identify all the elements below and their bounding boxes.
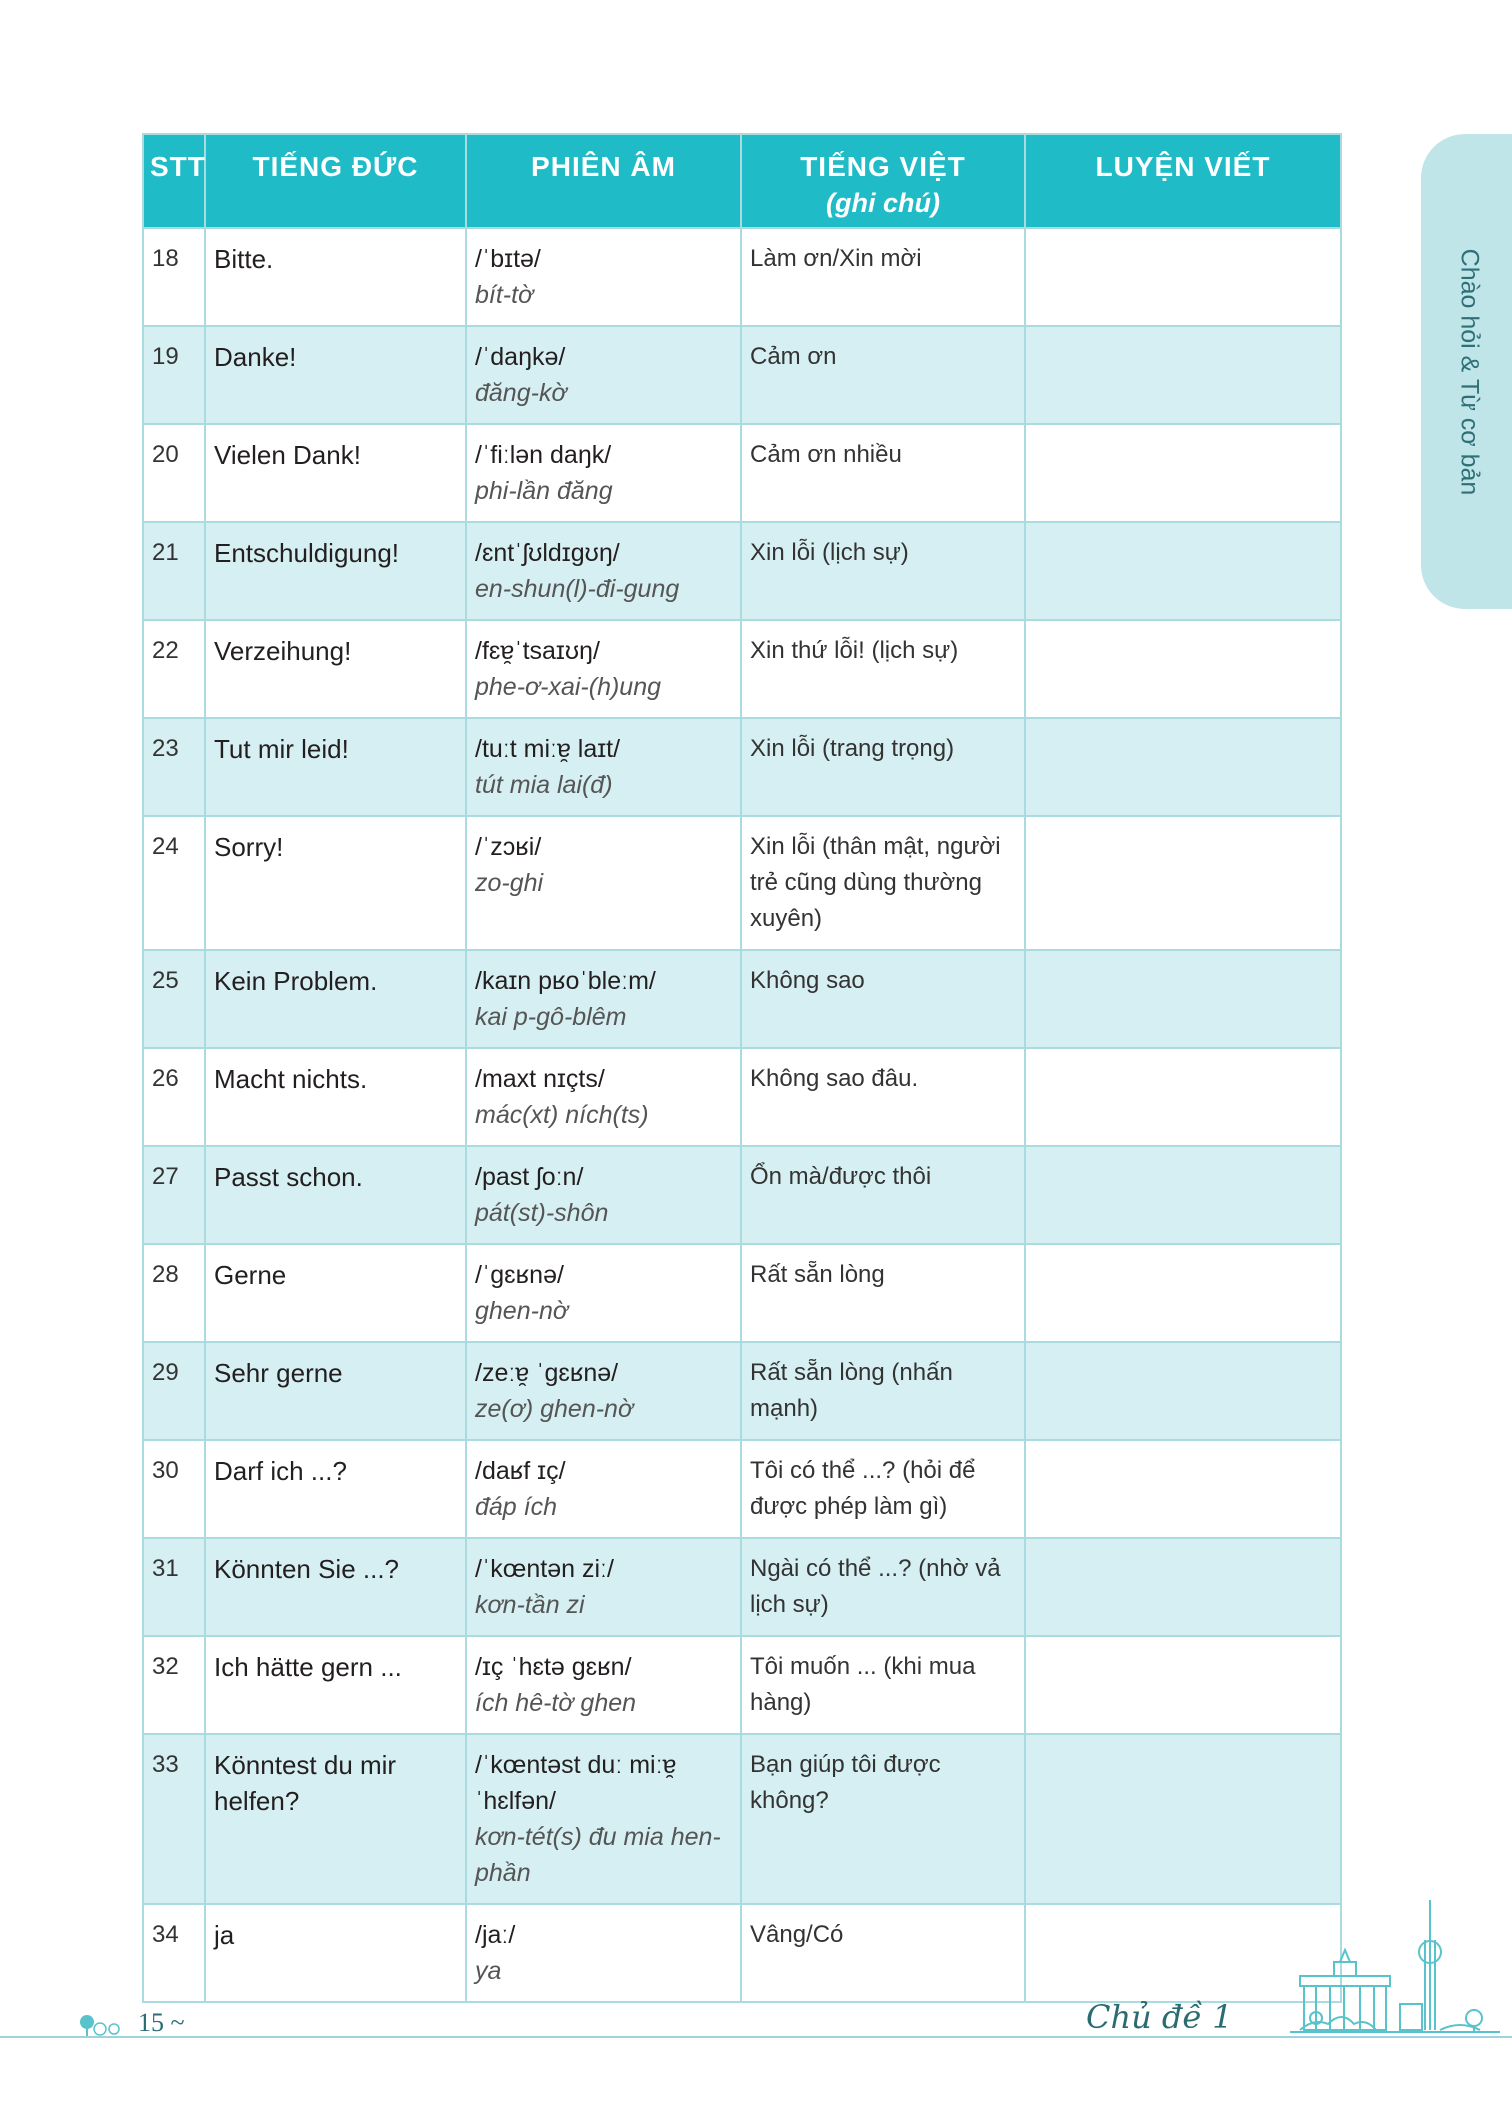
- city-skyline-icon: [1290, 1900, 1500, 2038]
- german-phrase: Danke!: [205, 326, 466, 424]
- ipa-transcription: /ˈdaŋkə/: [475, 343, 566, 371]
- tree-icon: [78, 2014, 120, 2038]
- vietnamese-reading: zo-ghi: [475, 869, 544, 897]
- vocabulary-table: [142, 133, 1342, 2003]
- row-number: 34: [143, 1904, 205, 2002]
- writing-practice-cell: [1025, 1146, 1341, 1244]
- phonetic-cell: [466, 718, 741, 816]
- vietnamese-reading: phi-lần đăng: [475, 477, 613, 505]
- vietnamese-meaning: Xin thứ lỗi! (lịch sự): [741, 620, 1025, 718]
- ipa-transcription: /ˈkœntən ziː/: [475, 1555, 614, 1583]
- german-phrase: Sehr gerne: [205, 1342, 466, 1440]
- vietnamese-reading: mác(xt) ních(ts): [475, 1101, 649, 1129]
- table-row: [143, 1048, 1341, 1146]
- row-number: 29: [143, 1342, 205, 1440]
- ipa-transcription: /ˈɡɛʁnə/: [475, 1261, 564, 1289]
- german-phrase: Verzeihung!: [205, 620, 466, 718]
- writing-practice-cell: [1025, 1734, 1341, 1904]
- table-row: [143, 950, 1341, 1048]
- topic-label: Chủ đề 1: [1086, 1998, 1233, 2036]
- german-phrase: Könnten Sie ...?: [205, 1538, 466, 1636]
- header-practice: LUYỆN VIẾT: [1025, 134, 1341, 228]
- writing-practice-cell: [1025, 1244, 1341, 1342]
- phonetic-cell: [466, 950, 741, 1048]
- vietnamese-reading: kai p-gô-blêm: [475, 1003, 627, 1031]
- header-phonetic: PHIÊN ÂM: [466, 134, 741, 228]
- vietnamese-reading: ích hê-tờ ghen: [475, 1689, 637, 1717]
- table-row: [143, 228, 1341, 326]
- row-number: 24: [143, 816, 205, 950]
- vietnamese-meaning: Cảm ơn: [741, 326, 1025, 424]
- table-row: [143, 1636, 1341, 1734]
- vietnamese-meaning: Rất sẵn lòng: [741, 1244, 1025, 1342]
- vietnamese-meaning: Làm ơn/Xin mời: [741, 228, 1025, 326]
- row-number: 21: [143, 522, 205, 620]
- row-number: 18: [143, 228, 205, 326]
- vietnamese-meaning: Ngài có thể ...? (nhờ vả lịch sự): [741, 1538, 1025, 1636]
- phonetic-cell: [466, 1048, 741, 1146]
- vietnamese-meaning: Xin lỗi (lịch sự): [741, 522, 1025, 620]
- table-row: [143, 1244, 1341, 1342]
- table-row: [143, 424, 1341, 522]
- ipa-transcription: /ˈzɔʁi/: [475, 833, 542, 861]
- footer-divider: [0, 2036, 1512, 2038]
- ipa-transcription: /jaː/: [475, 1921, 516, 1949]
- vietnamese-reading: đăng-kờ: [475, 379, 567, 407]
- ipa-transcription: /ɛntˈʃʊldɪɡʊŋ/: [475, 539, 620, 567]
- vietnamese-meaning: Rất sẵn lòng (nhấn mạnh): [741, 1342, 1025, 1440]
- vietnamese-reading: en-shun(l)-đi-gung: [475, 575, 680, 603]
- german-phrase: Ich hätte gern ...: [205, 1636, 466, 1734]
- phonetic-cell: [466, 1244, 741, 1342]
- header-vietnamese-title: TIẾNG VIỆT: [800, 151, 966, 182]
- table-row: [143, 1538, 1341, 1636]
- ipa-transcription: /maxt nɪçts/: [475, 1065, 605, 1093]
- phonetic-cell: [466, 1734, 741, 1904]
- row-number: 23: [143, 718, 205, 816]
- phonetic-cell: [466, 1440, 741, 1538]
- vietnamese-meaning: Cảm ơn nhiều: [741, 424, 1025, 522]
- german-phrase: Gerne: [205, 1244, 466, 1342]
- writing-practice-cell: [1025, 228, 1341, 326]
- phonetic-cell: [466, 1636, 741, 1734]
- row-number: 30: [143, 1440, 205, 1538]
- german-phrase: Entschuldigung!: [205, 522, 466, 620]
- german-phrase: Macht nichts.: [205, 1048, 466, 1146]
- phonetic-cell: [466, 1904, 741, 2002]
- german-phrase: Vielen Dank!: [205, 424, 466, 522]
- writing-practice-cell: [1025, 1048, 1341, 1146]
- table-row: [143, 1904, 1341, 2002]
- german-phrase: Sorry!: [205, 816, 466, 950]
- vietnamese-reading: bít-tờ: [475, 281, 534, 309]
- vietnamese-meaning: Tôi có thể ...? (hỏi để được phép làm gì): [741, 1440, 1025, 1538]
- table-row: [143, 1440, 1341, 1538]
- header-german: TIẾNG ĐỨC: [205, 134, 466, 228]
- row-number: 19: [143, 326, 205, 424]
- table-row: [143, 1342, 1341, 1440]
- vietnamese-meaning: Tôi muốn ... (khi mua hàng): [741, 1636, 1025, 1734]
- writing-practice-cell: [1025, 1342, 1341, 1440]
- page-number: 15 ~: [138, 2008, 185, 2037]
- writing-practice-cell: [1025, 718, 1341, 816]
- writing-practice-cell: [1025, 1440, 1341, 1538]
- table-row: [143, 1734, 1341, 1904]
- phonetic-cell: [466, 326, 741, 424]
- phonetic-cell: [466, 1146, 741, 1244]
- vietnamese-reading: kơn-tét(s) đu mia hen-phần: [475, 1823, 721, 1887]
- vietnamese-meaning: Vâng/Có: [741, 1904, 1025, 2002]
- vietnamese-reading: ghen-nờ: [475, 1297, 568, 1325]
- german-phrase: Tut mir leid!: [205, 718, 466, 816]
- writing-practice-cell: [1025, 326, 1341, 424]
- vietnamese-reading: ya: [475, 1957, 502, 1985]
- german-phrase: Könntest du mir helfen?: [205, 1734, 466, 1904]
- vietnamese-meaning: Bạn giúp tôi được không?: [741, 1734, 1025, 1904]
- phonetic-cell: [466, 522, 741, 620]
- phonetic-cell: [466, 1342, 741, 1440]
- ipa-transcription: /zeːɐ̯ ˈɡɛʁnə/: [475, 1359, 619, 1387]
- header-vietnamese-note: (ghi chú): [826, 188, 940, 218]
- ipa-transcription: /ˈkœntəst duː miːɐ̯ ˈhɛlfən/: [475, 1751, 677, 1815]
- ipa-transcription: /tuːt miːɐ̯ laɪt/: [475, 735, 621, 763]
- phonetic-cell: [466, 228, 741, 326]
- writing-practice-cell: [1025, 816, 1341, 950]
- writing-practice-cell: [1025, 522, 1341, 620]
- chapter-side-tab: [1421, 134, 1512, 609]
- row-number: 27: [143, 1146, 205, 1244]
- vietnamese-reading: ze(ơ) ghen-nờ: [475, 1395, 634, 1423]
- row-number: 22: [143, 620, 205, 718]
- vietnamese-meaning: Không sao: [741, 950, 1025, 1048]
- chapter-side-tab-label: Chào hỏi & Từ cơ bản: [1455, 248, 1483, 495]
- writing-practice-cell: [1025, 424, 1341, 522]
- german-phrase: Kein Problem.: [205, 950, 466, 1048]
- header-stt: STT: [143, 134, 205, 228]
- row-number: 32: [143, 1636, 205, 1734]
- vietnamese-reading: đáp ích: [475, 1493, 558, 1521]
- ipa-transcription: /ˈfiːlən daŋk/: [475, 441, 612, 469]
- ipa-transcription: /ɪç ˈhɛtə ɡɛʁn/: [475, 1653, 632, 1681]
- german-phrase: Bitte.: [205, 228, 466, 326]
- ipa-transcription: /fɛɐ̯ˈtsaɪʊŋ/: [475, 637, 600, 665]
- ipa-transcription: /daʁf ɪç/: [475, 1457, 566, 1485]
- writing-practice-cell: [1025, 1538, 1341, 1636]
- vietnamese-reading: pát(st)-shôn: [475, 1199, 609, 1227]
- row-number: 26: [143, 1048, 205, 1146]
- table-row: [143, 620, 1341, 718]
- phonetic-cell: [466, 1538, 741, 1636]
- vietnamese-reading: phe-ơ-xai-(h)ung: [475, 673, 662, 701]
- header-vietnamese: [741, 134, 1025, 228]
- vietnamese-meaning: Xin lỗi (thân mật, người trẻ cũng dùng thường xuyên): [741, 816, 1025, 950]
- ipa-transcription: /kaɪn pʁoˈbleːm/: [475, 967, 656, 995]
- table-row: [143, 522, 1341, 620]
- row-number: 25: [143, 950, 205, 1048]
- vietnamese-meaning: Xin lỗi (trang trọng): [741, 718, 1025, 816]
- vietnamese-reading: tút mia lai(đ): [475, 771, 613, 799]
- ipa-transcription: /past ʃoːn/: [475, 1163, 584, 1191]
- phonetic-cell: [466, 816, 741, 950]
- table-row: [143, 816, 1341, 950]
- row-number: 28: [143, 1244, 205, 1342]
- writing-practice-cell: [1025, 950, 1341, 1048]
- phonetic-cell: [466, 620, 741, 718]
- ipa-transcription: /ˈbɪtə/: [475, 245, 541, 273]
- table-header-row: [143, 134, 1341, 228]
- writing-practice-cell: [1025, 620, 1341, 718]
- table-body: [143, 228, 1341, 2002]
- german-phrase: ja: [205, 1904, 466, 2002]
- table-row: [143, 718, 1341, 816]
- vietnamese-meaning: Không sao đâu.: [741, 1048, 1025, 1146]
- german-phrase: Passt schon.: [205, 1146, 466, 1244]
- vietnamese-reading: kơn-tần zi: [475, 1591, 585, 1619]
- german-phrase: Darf ich ...?: [205, 1440, 466, 1538]
- row-number: 20: [143, 424, 205, 522]
- vietnamese-meaning: Ổn mà/được thôi: [741, 1146, 1025, 1244]
- phonetic-cell: [466, 424, 741, 522]
- table-row: [143, 326, 1341, 424]
- table-row: [143, 1146, 1341, 1244]
- row-number: 33: [143, 1734, 205, 1904]
- row-number: 31: [143, 1538, 205, 1636]
- writing-practice-cell: [1025, 1636, 1341, 1734]
